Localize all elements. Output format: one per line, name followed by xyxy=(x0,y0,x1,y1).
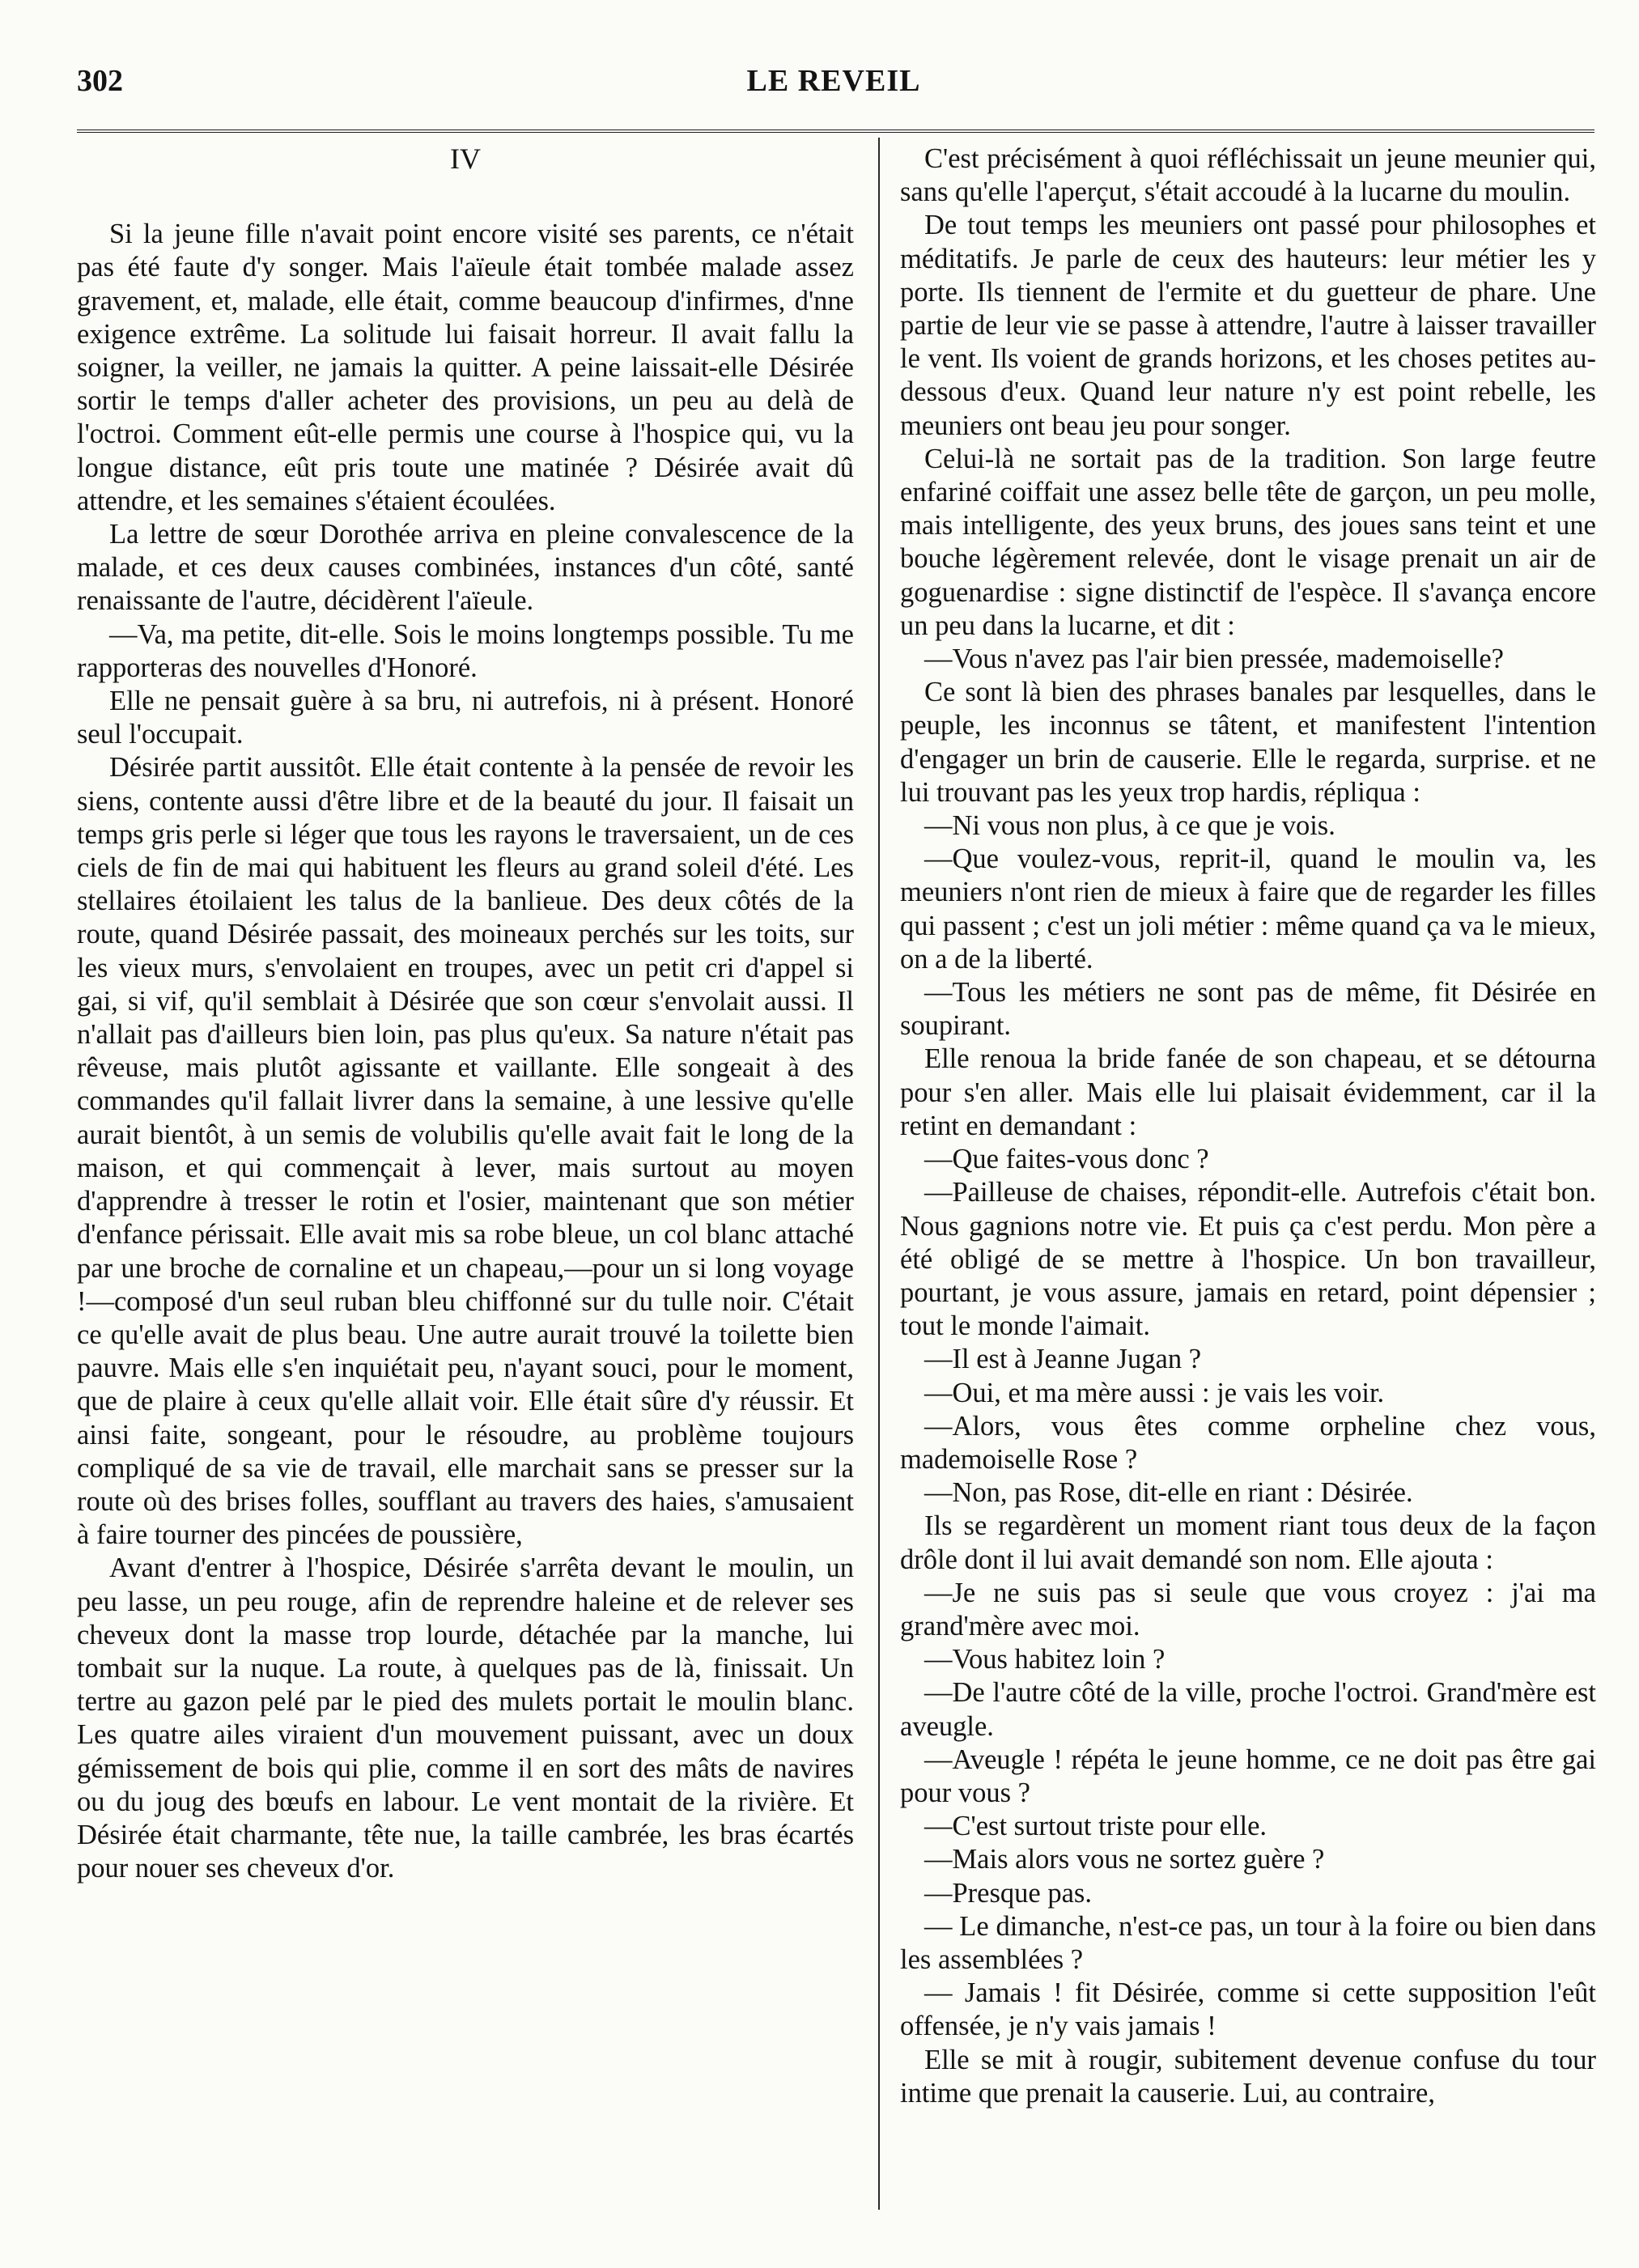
paragraph: Ce sont là bien des phrases banales par lesquelles, dans le peuple, les inconnus se tâtent, et manifestent l'intention d'engager un brin de causerie. Elle le regarda, surprise. et ne lui trouvant pas les yeux trop hardis, répliqua : xyxy=(900,677,1596,808)
running-title: LE REVEIL xyxy=(746,64,921,98)
paragraph: La lettre de sœur Dorothée arriva en pleine convalescence de la malade, et ces deux causes combinées, instances d'un côté, santé renaissante de l'autre, décidèrent l'aïeule. xyxy=(77,519,854,617)
dialogue-line: — Jamais ! fit Désirée, comme si cette supposition l'eût offensée, je n'y vais jamais ! xyxy=(900,1977,1596,2042)
dialogue-line: —Que voulez-vous, reprit-il, quand le moulin va, les meuniers n'ont rien de mieux à faire que de regarder les filles qui passent ; c'est un joli métier : même quand ça va le mieux, on a de la liberté. xyxy=(900,843,1596,975)
paragraph: Désirée partit aussitôt. Elle était contente à la pensée de revoir les siens, contente aussi d'être libre et de la beauté du jour. Il faisait un temps gris perle si léger que tous les rayons le traversaient, un de ces ciels de fin de mai qui habituent les fleurs au grand soleil d'été. Les stellaires étoilaient les talus de la banlieue. Des deux côtés de la route, quand Désirée passait, des moineaux perchés sur les toits, sur les vieux murs, s'envolaient en troupes, avec un petit cri d'appel si gai, si vif, qu'il semblait à Désirée que son cœur s'envolait aussi. Il n'allait pas d'ailleurs bien loin, pas plus qu'eux. Sa nature n'était pas rêveuse, mais plutôt agissante et vaillante. Elle songeait à des commandes qu'il fallait livrer dans la semaine, à une lessive qu'elle aurait bientôt, à un semis de volubilis qu'elle avait fait le long de la maison, et qui commençait à lever, mais surtout au moyen d'apprendre à tresser le rotin et l'osier, maintenant que son métier d'enfance périssait. Elle avait mis sa robe bleue, un col blanc attaché par une broche de cornaline et un chapeau,—pour un si long voyage !—composé d'un seul ruban bleu chiffonné sur du tulle noir. C'était ce qu'elle avait de plus beau. Une autre aurait trouvé la toilette bien pauvre. Mais elle s'en inquiétait peu, n'ayant souci, pour le moment, que de plaire à ceux qu'elle allait voir. Elle était sûre d'y réussir. Et ainsi faite, songeant, pour le résoudre, au problème toujours compliqué de sa vie de travail, elle marchait sans se presser sur la route où des brises folles, soufflant au travers des haies, s'amusaient à faire tourner des pincées de poussière, xyxy=(77,752,854,1551)
dialogue-line: —Mais alors vous ne sortez guère ? xyxy=(924,1844,1325,1875)
page-number: 302 xyxy=(77,64,123,98)
dialogue-line: —Non, pas Rose, dit-elle en riant : Désirée. xyxy=(924,1477,1413,1509)
dialogue-line: —Aveugle ! répéta le jeune homme, ce ne doit pas être gai pour vous ? xyxy=(900,1743,1596,1808)
header-rule xyxy=(77,130,1594,135)
paragraph: De tout temps les meuniers ont passé pour philosophes et méditatifs. Je parle de ceux des hauteurs: leur métier les y porte. Ils tiennent de l'ermite et du guetteur de phare. Une partie de leur vie se passe à attendre, l'autre à laisser travailler le vent. Ils voient de grands horizons, et les choses petites au-dessous d'eux. Quand leur nature n'y est point rebelle, les meuniers ont beau jeu pour songer. xyxy=(900,210,1596,441)
dialogue-line: —Presque pas. xyxy=(924,1877,1092,1909)
paragraph: Celui-là ne sortait pas de la tradition. Son large feutre enfariné coiffait une assez belle tête de garçon, un peu molle, mais intelligente, des yeux bruns, des joues sans teint et une bouche légèrement relevée, dont le visage prenait un air de goguenardise : signe distinctif de l'espèce. Il s'avança encore un peu dans la lucarne, et dit : xyxy=(900,443,1596,641)
paragraph: —Va, ma petite, dit-elle. Sois le moins longtemps possible. Tu me rapporteras des nouvelles d'Honoré. xyxy=(77,618,854,683)
column-divider xyxy=(878,138,880,2210)
dialogue-line: —Vous n'avez pas l'air bien pressée, mademoiselle? xyxy=(924,643,1504,675)
dialogue-line: —De l'autre côté de la ville, proche l'octroi. Grand'mère est aveugle. xyxy=(900,1677,1596,1742)
dialogue-line: —Pailleuse de chaises, répondit-elle. Autrefois c'était bon. Nous gagnions notre vie. Et puis ça c'est perdu. Mon père a été obligé de se mettre à l'hospice. Un bon travailleur, pourtant, je vous assure, jamais en retard, point dépensier ; tout le monde l'aimait. xyxy=(900,1177,1596,1342)
paragraph: Avant d'entrer à l'hospice, Désirée s'arrêta devant le moulin, un peu lasse, un peu rouge, afin de reprendre haleine et de relever ses cheveux dont la masse trop lourde, détachée par la manche, lui tombait sur la nuque. La route, à quelques pas de là, finissait. Un tertre au gazon pelé par le pied des mulets portait le moulin blanc. Les quatre ailes viraient d'un mouvement puissant, avec un doux gémissement de bois qui plie, comme il en sort des mâts de navires ou du joug des bœufs en labour. Le vent montait de la rivière. Et Désirée était charmante, tête nue, la taille cambrée, les bras écartés pour nouer ses cheveux d'or. xyxy=(77,1552,854,1884)
paragraph: Elle ne pensait guère à sa bru, ni autrefois, ni à présent. Honoré seul l'occupait. xyxy=(77,686,854,750)
dialogue-line: —Alors, vous êtes comme orpheline chez vous, mademoiselle Rose ? xyxy=(900,1410,1596,1475)
dialogue-line: —Je ne suis pas si seule que vous croyez : j'ai ma grand'mère avec moi. xyxy=(900,1577,1596,1642)
dialogue-line: —Tous les métiers ne sont pas de même, fit Désirée en soupirant. xyxy=(900,977,1596,1042)
section-heading: IV xyxy=(450,142,481,175)
left-column xyxy=(77,142,854,1885)
page-header xyxy=(77,63,1590,112)
right-column xyxy=(900,142,1596,2110)
paragraph: Ils se regardèrent un moment riant tous deux de la façon drôle dont il lui avait demandé son nom. Elle ajouta : xyxy=(900,1510,1596,1575)
paragraph: C'est précisément à quoi réfléchissait un jeune meunier qui, sans qu'elle l'aperçut, s'était accoudé à la lucarne du moulin. xyxy=(900,143,1596,208)
dialogue-line: — Le dimanche, n'est-ce pas, un tour à la foire ou bien dans les assemblées ? xyxy=(900,1910,1596,1975)
paragraph: Si la jeune fille n'avait point encore visité ses parents, ce n'était pas été faute d'y songer. Mais l'aïeule était tombée malade assez gravement, et, malade, elle était, comme beaucoup d'infirmes, d'nne exigence extrême. La solitude lui faisait horreur. Il avait fallu la soigner, la veiller, ne jamais la quitter. A peine laissait-elle Désirée sortir le temps d'aller acheter des provisions, un peu au delà de l'octroi. Comment eût-elle permis une course à l'hospice qui, vu la longue distance, eût pris toute une matinée ? Désirée avait dû attendre, et les semaines s'étaient écoulées. xyxy=(77,219,854,516)
paragraph: Elle se mit à rougir, subitement devenue confuse du tour intime que prenait la causerie. Lui, au contraire, xyxy=(900,2044,1596,2109)
dialogue-line: —Vous habitez loin ? xyxy=(924,1644,1166,1676)
dialogue-line: —Que faites-vous donc ? xyxy=(924,1144,1209,1175)
dialogue-line: —Oui, et ma mère aussi : je vais les voir. xyxy=(924,1377,1385,1408)
paragraph: Elle renoua la bride fanée de son chapeau, et se détourna pour s'en aller. Mais elle lui plaisait évidemment, car il la retint en demandant : xyxy=(900,1043,1596,1141)
dialogue-line: —Ni vous non plus, à ce que je vois. xyxy=(924,810,1335,842)
dialogue-line: —C'est surtout triste pour elle. xyxy=(924,1811,1267,1842)
dialogue-line: —Il est à Jeanne Jugan ? xyxy=(924,1344,1202,1375)
